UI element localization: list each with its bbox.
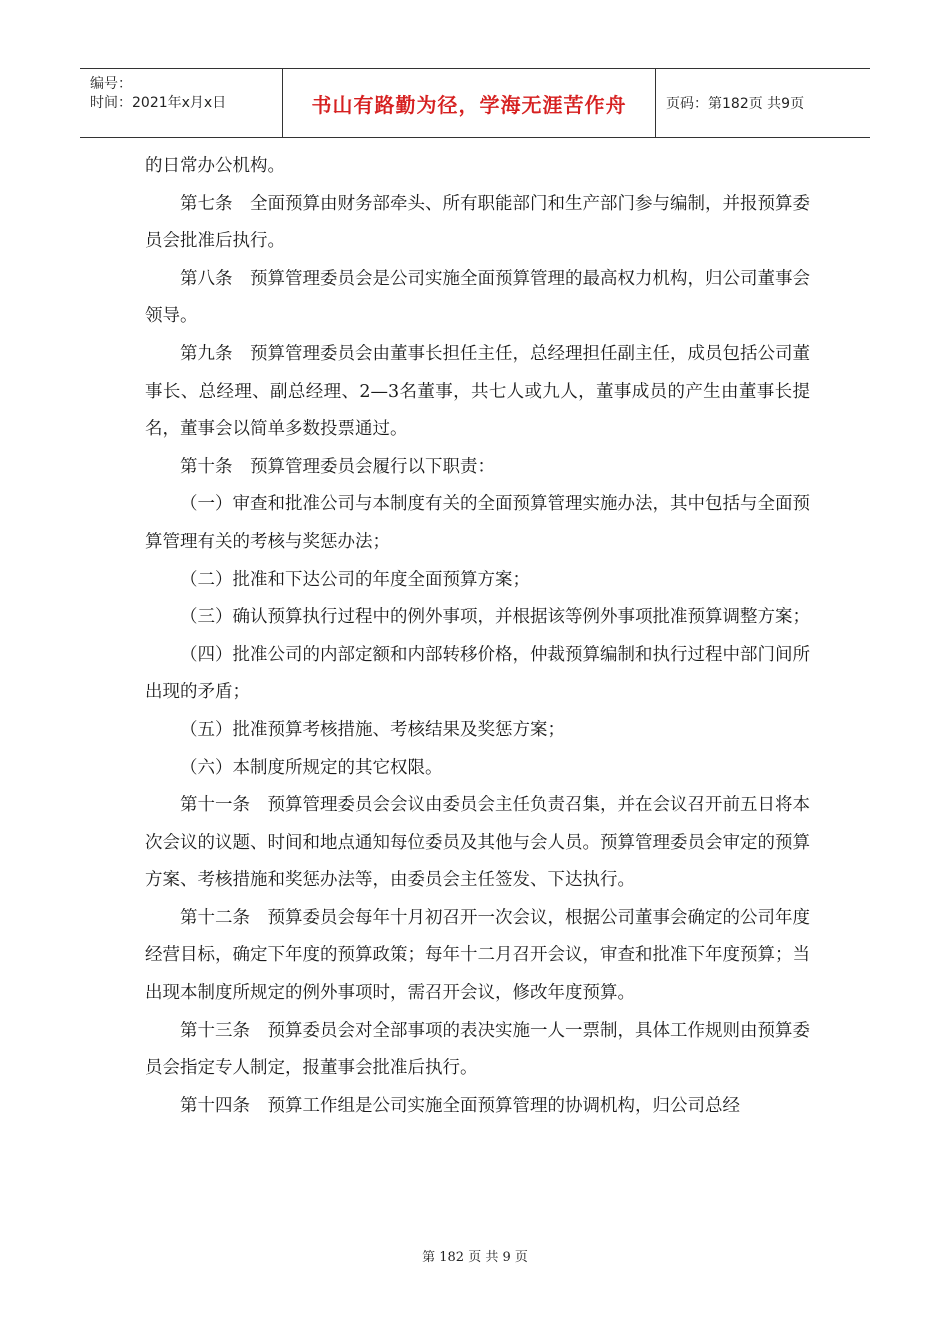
page-footer [0,1246,950,1265]
paragraph: 第十四条 预算工作组是公司实施全面预算管理的协调机构，归公司总经 [180,1095,740,1116]
paragraph: （二）批准和下达公司的年度全面预算方案； [180,569,530,590]
paragraph: （六）本制度所规定的其它权限。 [180,757,443,778]
footer-page-number: 第 182 页 共 9 页 [422,1250,528,1265]
paragraph: 第十二条 预算委员会每年十月初召开一次会议，根据公司董事会确定的公司年度经营目标，确定下年度的预算政策；每年十二月召开会议，审查和批准下年度预算；当出现本制度所规定的例外事项时，需召开会议，修改年度预算。 [145,907,810,1004]
paragraph: 第十条 预算管理委员会履行以下职责： [180,456,495,477]
header-page-cell [656,69,870,137]
header-motto-cell [283,69,656,137]
document-number-label: 编号： [90,76,132,92]
paragraph: 第八条 预算管理委员会是公司实施全面预算管理的最高权力机构，归公司董事会领导。 [145,268,810,327]
paragraph: （四）批准公司的内部定额和内部转移价格，仲裁预算编制和执行过程中部门间所出现的矛盾； [145,644,810,703]
paragraph: 第十一条 预算管理委员会会议由委员会主任负责召集，并在会议召开前五日将本次会议的议题、时间和地点通知每位委员及其他与会人员。预算管理委员会审定的预算方案、考核措施和奖惩办法等，由委员会主任签发、下达执行。 [145,795,810,891]
paragraph: （一）审查和批准公司与本制度有关的全面预算管理实施办法，其中包括与全面预算管理有关的考核与奖惩办法； [145,494,810,552]
paragraph: 的日常办公机构。 [145,156,285,176]
page-header [80,68,870,138]
paragraph: 第九条 预算管理委员会由董事长担任主任，总经理担任副主任，成员包括公司董事长、总经理、副总经理、2—3名董事，共七人或九人，董事成员的产生由董事长提名，董事会以简单多数投票通过。 [145,343,810,440]
paragraph: （三）确认预算执行过程中的例外事项，并根据该等例外事项批准预算调整方案； [180,607,810,628]
paragraph: 第十三条 预算委员会对全部事项的表决实施一人一票制，具体工作规则由预算委员会指定专人制定，报董事会批准后执行。 [145,1020,810,1079]
document-body [145,148,810,1125]
paragraph: （五）批准预算考核措施、考核结果及奖惩方案； [180,719,565,740]
document-date-label: 时间：2021年x月x日 [90,95,227,111]
header-page-number: 页码：第182页 共9页 [666,96,805,112]
header-motto: 书山有路勤为径，学海无涯苦作舟 [311,92,627,117]
paragraph: 第七条 全面预算由财务部牵头、所有职能部门和生产部门参与编制，并报预算委员会批准后执行。 [145,193,810,252]
header-meta-cell [80,69,283,137]
